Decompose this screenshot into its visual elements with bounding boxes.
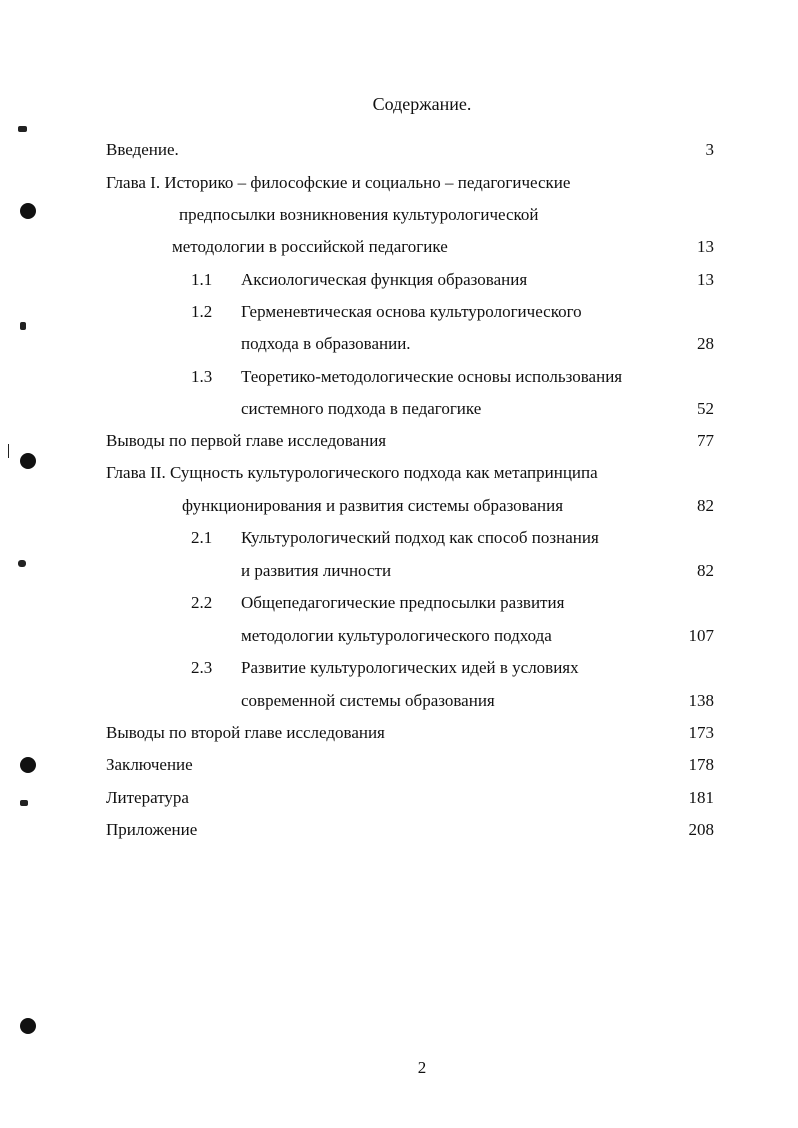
- toc-entry-chapter-2-line-1: Глава II. Сущность культурологического подхода как метапринципа: [106, 463, 598, 482]
- toc-number-1-1: 1.1: [191, 270, 213, 289]
- toc-entry-1-2-line-1: Герменевтическая основа культурологического: [241, 302, 582, 321]
- page-number: 2: [417, 1058, 427, 1077]
- toc-entry-1-1: Аксиологическая функция образования: [241, 270, 528, 289]
- toc-page-chapter-1: 13: [697, 237, 714, 256]
- toc-entry-conclusions-2: Выводы по второй главе исследования: [106, 723, 385, 742]
- toc-entry-literature: Литература: [106, 788, 189, 807]
- toc-page-chapter-2: 82: [697, 496, 714, 515]
- toc-entry-2-3-line-2: современной системы образования: [241, 691, 495, 710]
- punch-hole-3: [20, 757, 36, 773]
- punch-hole-1: [20, 203, 36, 219]
- punch-hole-2: [20, 453, 36, 469]
- toc-entry-chapter-1-line-1: Глава I. Историко – философские и социально – педагогические: [106, 173, 571, 192]
- toc-entry-appendix: Приложение: [106, 820, 198, 839]
- toc-entry-conclusion: Заключение: [106, 755, 193, 774]
- toc-page-conclusions-2: 173: [688, 723, 714, 742]
- toc-entry-conclusions-1: Выводы по первой главе исследования: [106, 431, 387, 450]
- toc-entry-chapter-1-line-3: методологии в российской педагогике: [172, 237, 448, 256]
- toc-entry-1-2-line-2: подхода в образовании.: [241, 334, 411, 353]
- scan-speck: [18, 560, 26, 567]
- toc-page-literature: 181: [688, 788, 714, 807]
- toc-number-2-3: 2.3: [191, 658, 213, 677]
- toc-page-1-2: 28: [697, 334, 714, 353]
- toc-page-1-1: 13: [697, 270, 714, 289]
- scan-speck: [20, 800, 28, 806]
- toc-entry-2-2-line-2: методологии культурологического подхода: [241, 626, 552, 645]
- toc-page-introduction: 3: [705, 140, 714, 159]
- scan-speck: [18, 126, 27, 132]
- toc-page-conclusion: 178: [688, 755, 714, 774]
- toc-page-2-2: 107: [688, 626, 714, 645]
- toc-page-2-1: 82: [697, 561, 714, 580]
- toc-entry-1-3-line-2: системного подхода в педагогике: [241, 399, 482, 418]
- toc-title: Содержание.: [372, 94, 472, 114]
- scan-speck: [8, 444, 9, 458]
- toc-entry-2-1-line-2: и развития личности: [241, 561, 392, 580]
- toc-page-1-3: 52: [697, 399, 714, 418]
- scan-speck: [20, 322, 26, 330]
- toc-page-2-3: 138: [688, 691, 714, 710]
- toc-entry-chapter-1-line-2: предпосылки возникновения культурологической: [179, 205, 539, 224]
- toc-number-2-2: 2.2: [191, 593, 213, 612]
- toc-entry-1-3-line-1: Теоретико-методологические основы использования: [241, 367, 623, 386]
- toc-number-1-2: 1.2: [191, 302, 213, 321]
- toc-page-appendix: 208: [688, 820, 714, 839]
- toc-entry-2-3-line-1: Развитие культурологических идей в условиях: [241, 658, 579, 677]
- punch-hole-4: [20, 1018, 36, 1034]
- toc-entry-introduction: Введение.: [106, 140, 179, 159]
- toc-page-conclusions-1: 77: [697, 431, 714, 450]
- toc-entry-2-2-line-1: Общепедагогические предпосылки развития: [241, 593, 565, 612]
- toc-number-1-3: 1.3: [191, 367, 213, 386]
- toc-entry-chapter-2-line-2: функционирования и развития системы образования: [182, 496, 564, 515]
- toc-entry-2-1-line-1: Культурологический подход как способ познания: [241, 528, 599, 547]
- toc-number-2-1: 2.1: [191, 528, 213, 547]
